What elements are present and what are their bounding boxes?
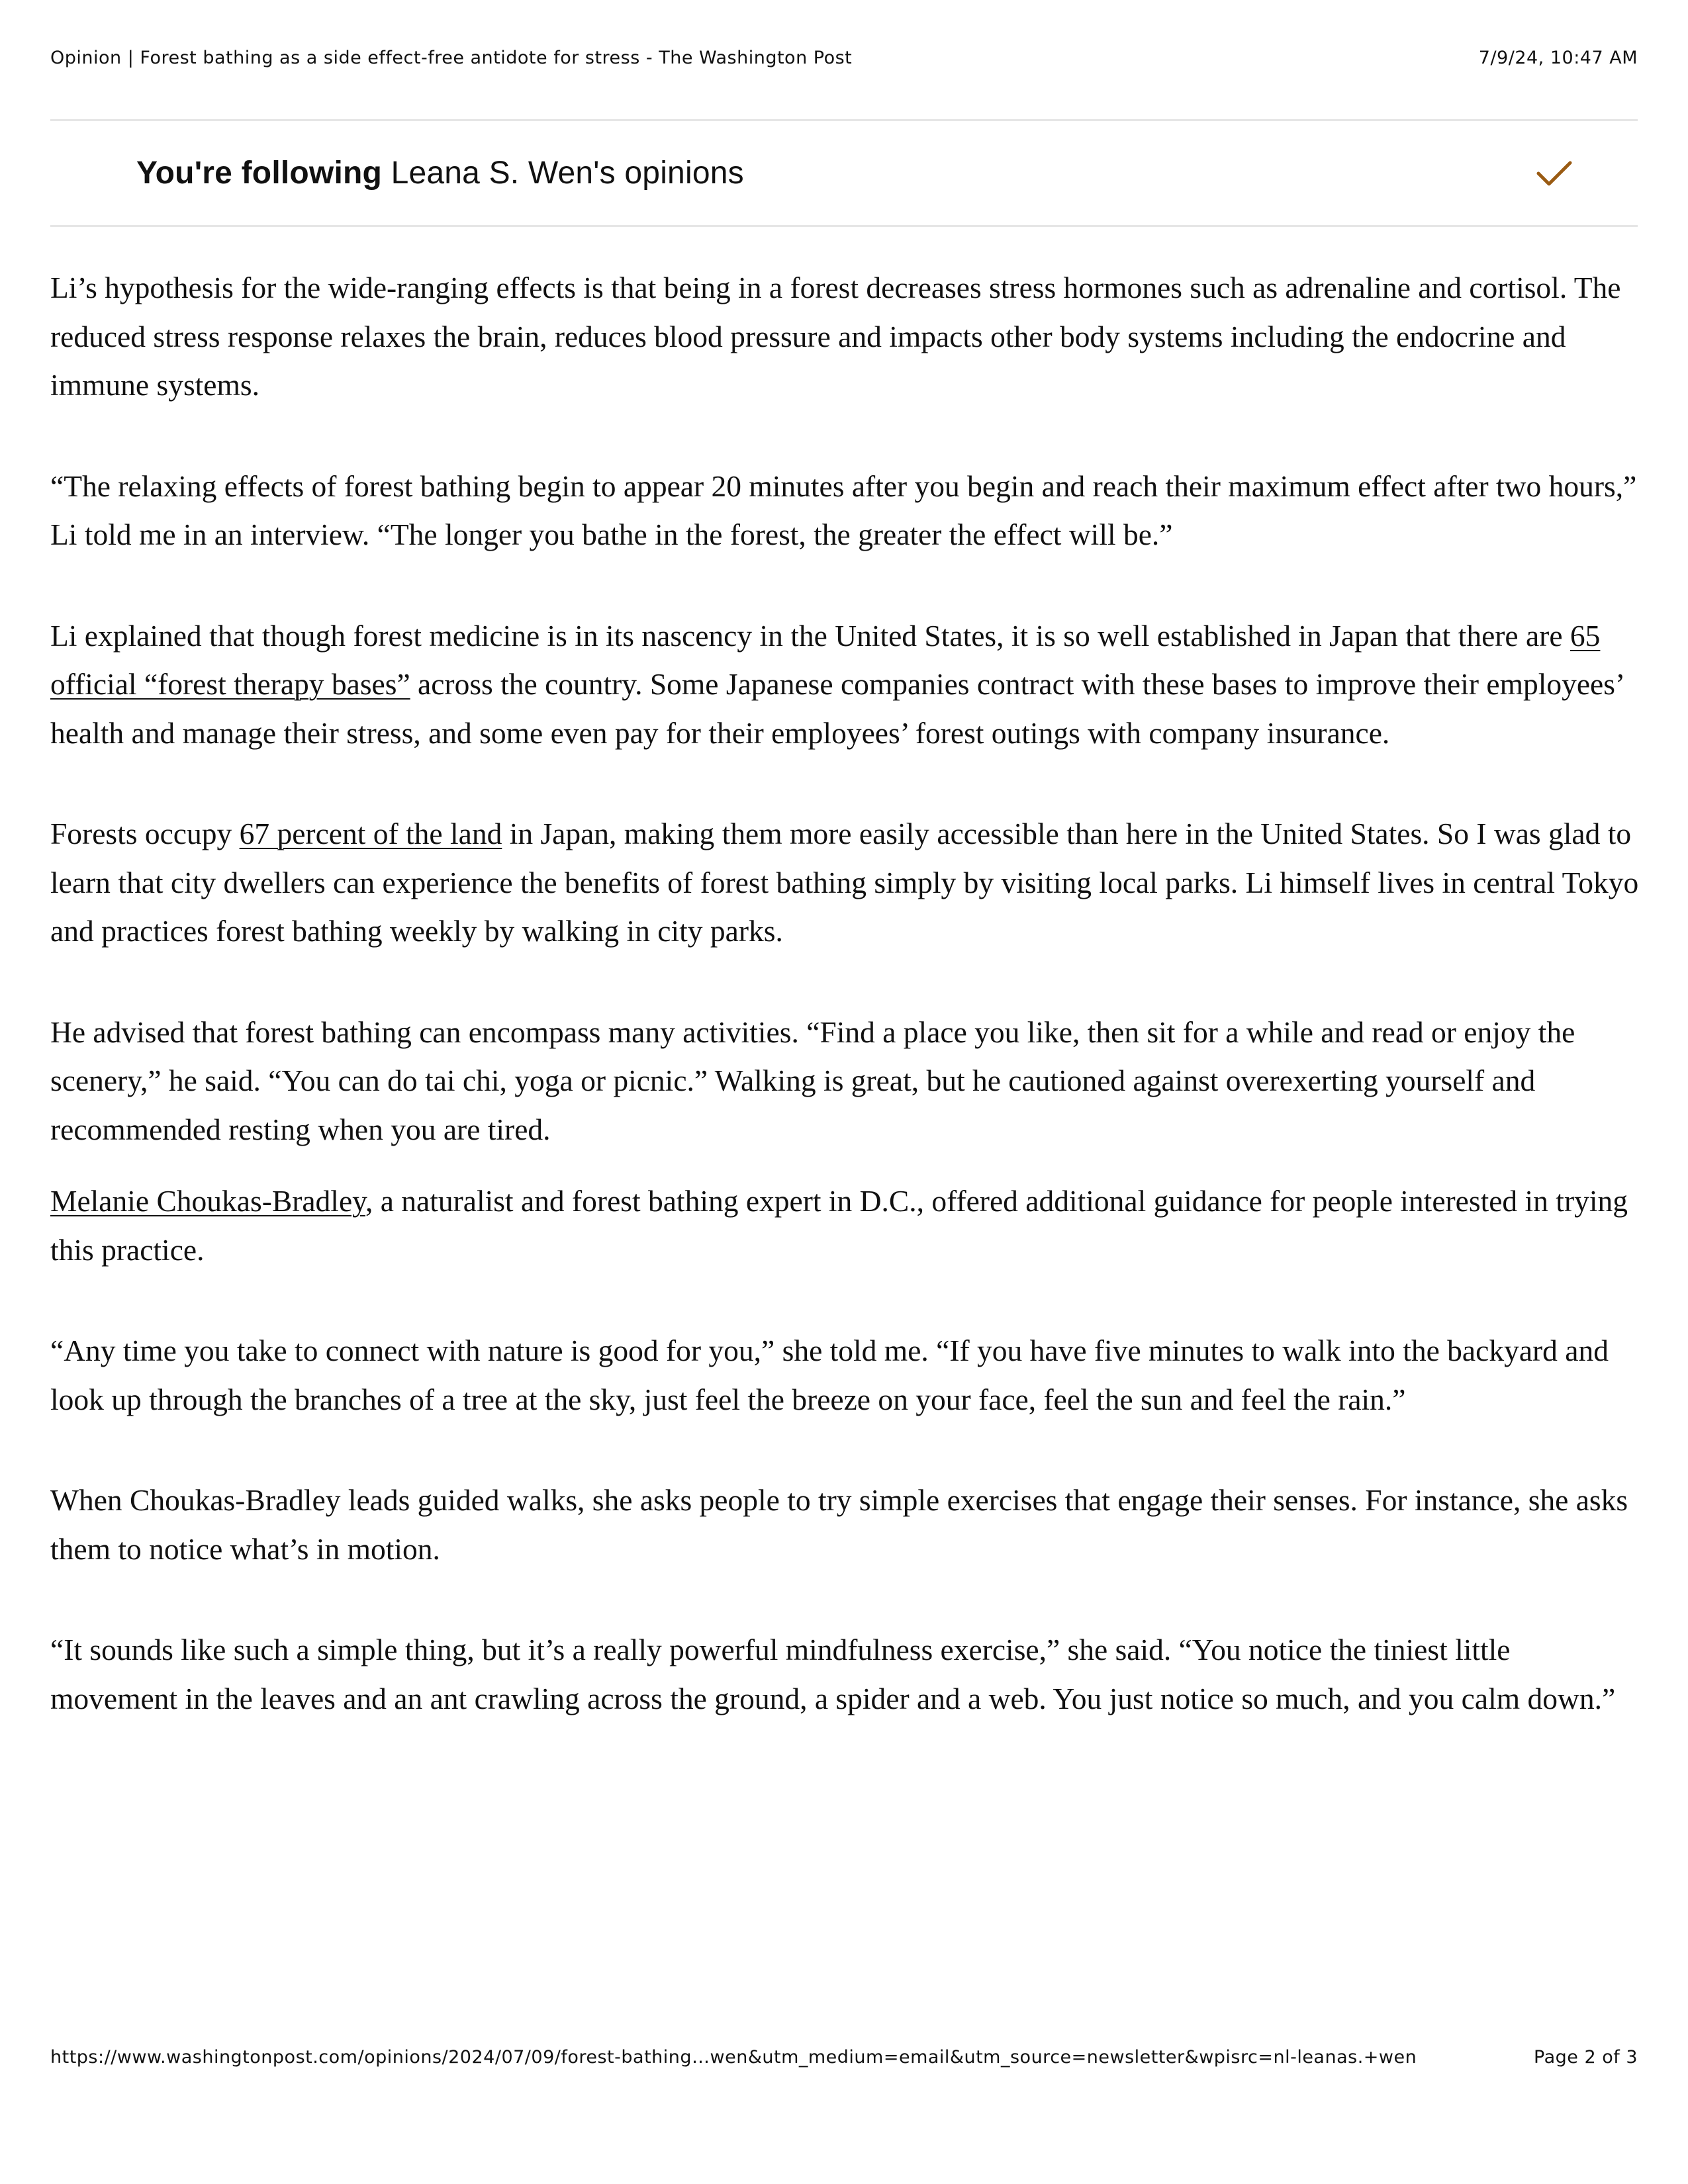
article-paragraph: “Any time you take to connect with nature is good for you,” she told me. “If you have five minutes to walk into the backyard and look up through the branches of a tree at the sky, just feel the breeze on your face, feel the sun and feel the rain.”: [50, 1334, 1609, 1416]
paragraph-text: in Japan, making them more easily accessible than here in the United States. So I was glad to learn that city dwellers can experience the benefits of forest bathing simply by visiting local parks. Li himself lives in central Tokyo and practices forest bathing weekly by walking in city parks.: [50, 817, 1639, 948]
paragraph-text: Forests occupy: [50, 817, 240, 850]
forest-therapy-bases-link[interactable]: 65 official “forest therapy bases”: [50, 618, 1601, 701]
paragraph-text: across the country. Some Japanese companies contract with these bases to improve their employees’ health and manage their stress, and some even pay for their employees’ forest outings with company insurance.: [50, 667, 1623, 750]
followed-author-name: Leana S. Wen's opinions: [391, 156, 744, 191]
article-paragraph: Li’s hypothesis for the wide-ranging effects is that being in a forest decreases stress hormones such as adrenaline and cortisol. The reduced stress response relaxes the brain, reduces blood pressure and impacts other body systems including the endocrine and immune systems.: [50, 271, 1621, 402]
article-paragraph: [50, 809, 1639, 956]
follow-status-lead: You're following: [136, 156, 383, 191]
article-paragraph: [50, 612, 1639, 758]
print-timestamp: 7/9/24, 10:47 AM: [1478, 48, 1638, 68]
article-body: [50, 263, 1639, 1775]
article-paragraph: “It sounds like such a simple thing, but it’s a really powerful mindfulness exercise,” she said. “You notice the tiniest little movement in the leaves and an ant crawling across the ground, a spider and a web. You just notice so much, and you calm down.”: [50, 1633, 1616, 1715]
print-page-title: Opinion | Forest bathing as a side effect-free antidote for stress - The Washington Post: [50, 48, 853, 68]
follow-status-text: [136, 155, 744, 191]
print-footer: [50, 2047, 1638, 2068]
melanie-choukas-bradley-link[interactable]: Melanie Choukas-Bradley: [50, 1184, 365, 1218]
checkmark-icon[interactable]: [1536, 159, 1573, 188]
paragraph-text: Li explained that though forest medicine is in its nascency in the United States, it is so well established in Japan that there are: [50, 618, 1570, 653]
paragraph-text: , a naturalist and forest bathing expert in D.C., offered additional guidance for people interested in trying this practice.: [50, 1184, 1628, 1267]
land-percent-link[interactable]: 67 percent of the land: [239, 817, 502, 850]
follow-author-bar[interactable]: [50, 119, 1638, 227]
print-header: [50, 48, 1638, 68]
print-url: https://www.washingtonpost.com/opinions/2024/07/09/forest-bathing…wen&utm_medium=email&utm_source=newsletter&wpisrc=nl-leanas.+wen: [50, 2047, 1417, 2068]
article-paragraph: When Choukas-Bradley leads guided walks, she asks people to try simple exercises that engage their senses. For instance, she asks them to notice what’s in motion.: [50, 1483, 1628, 1566]
article-paragraph: He advised that forest bathing can encompass many activities. “Find a place you like, then sit for a while and read or enjoy the scenery,” he said. “You can do tai chi, yoga or picnic.” Walking is great, but he cautioned against overexerting yourself and recommended resting when you are tired.: [50, 1015, 1575, 1146]
article-paragraph: “The relaxing effects of forest bathing begin to appear 20 minutes after you begin and reach their maximum effect after two hours,” Li told me in an interview. “The longer you bathe in the forest, the greater the effect will be.”: [50, 469, 1637, 551]
article-paragraph: [50, 1177, 1639, 1274]
page-number: Page 2 of 3: [1534, 2047, 1638, 2068]
